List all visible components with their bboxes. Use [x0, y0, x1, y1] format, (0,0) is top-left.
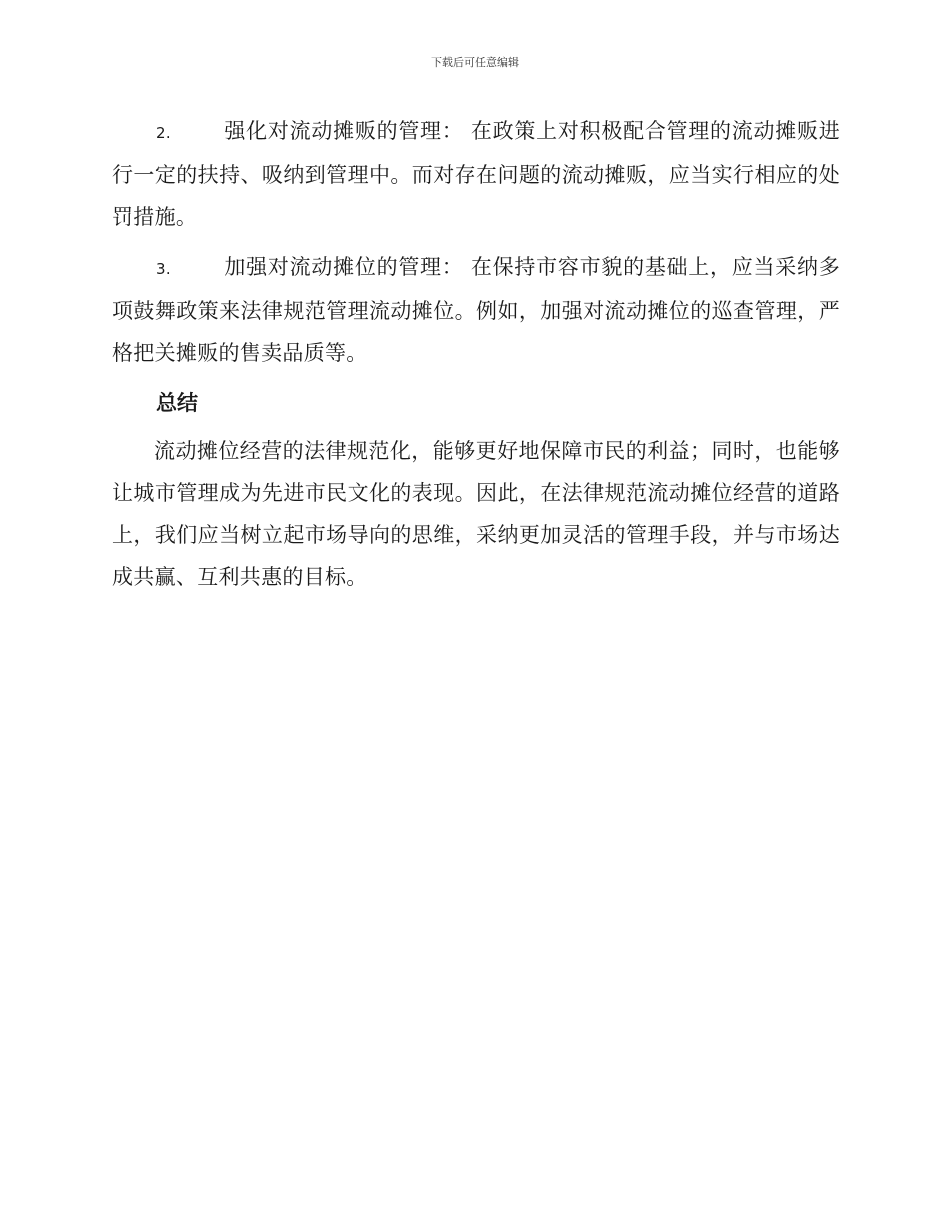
- list-item-number: 2.: [156, 124, 171, 142]
- list-item: [112, 110, 840, 238]
- summary-heading: 总结: [156, 391, 198, 415]
- document-body: [112, 110, 840, 598]
- list-item-number: 3.: [156, 260, 171, 278]
- list-item-text: 加强对流动摊位的管理： 在保持市容市貌的基础上，应当采纳多项鼓舞政策来法律规范管理流动摊位。例如，加强对流动摊位的巡查管理，严格把关摊贩的售卖品质等。: [112, 255, 840, 365]
- page-header: 下载后可任意编辑: [431, 56, 519, 69]
- list-item: [112, 246, 840, 374]
- list-item-text: 强化对流动摊贩的管理： 在政策上对积极配合管理的流动摊贩进行一定的扶持、吸纳到管理中。而对存在问题的流动摊贩，应当实行相应的处罚措施。: [112, 119, 840, 229]
- summary-paragraph: 流动摊位经营的法律规范化，能够更好地保障市民的利益；同时，也能够让城市管理成为先进市民文化的表现。因此，在法律规范流动摊位经营的道路上，我们应当树立起市场导向的思维，采纳更加灵活的管理手段，并与市场达成共赢、互利共惠的目标。: [112, 439, 840, 589]
